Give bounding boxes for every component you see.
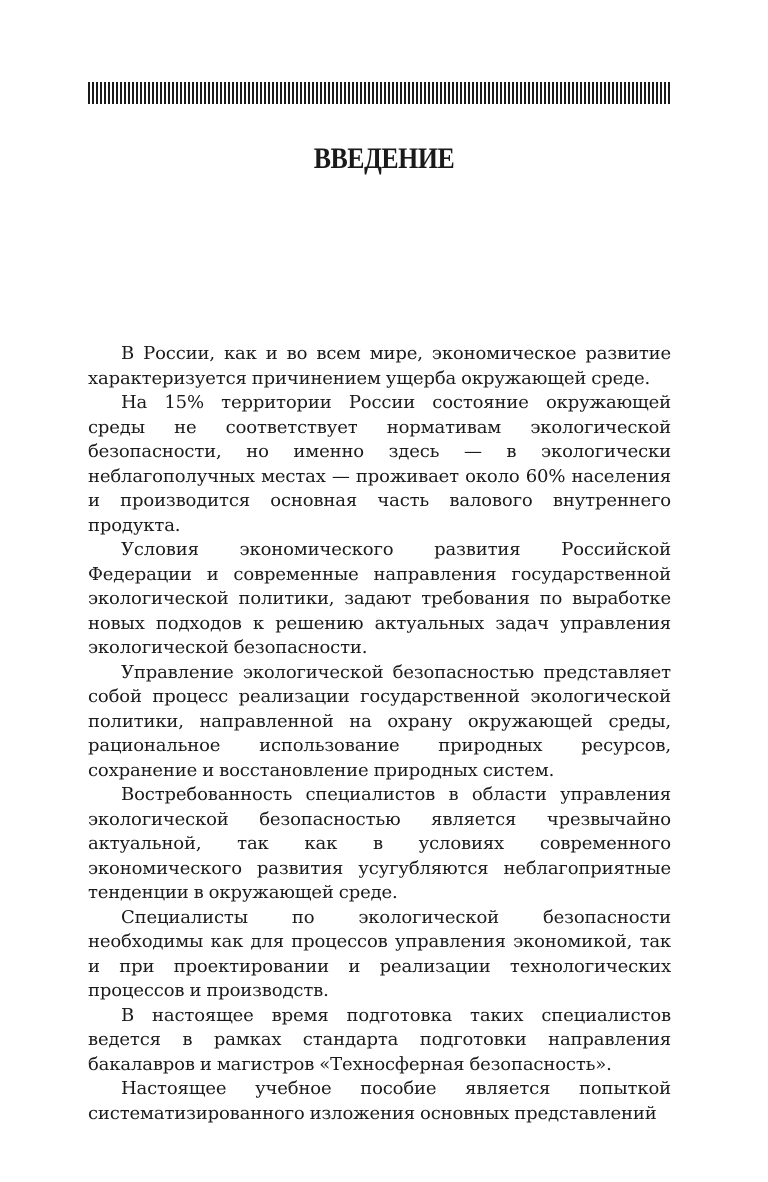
paragraph: На 15% территории России состояние окружающей среды не соответствует нормативам экологической безопасности, но именно здесь — в экологически неблагополучных местах — проживает около 60% населения и производится основная часть валового внутреннего продукта.	[88, 392, 671, 536]
paragraph: Специалисты по экологической безопасности необходимы как для процессов управления экономикой, так и при проектировании и реализации технологических процессов и производств.	[88, 906, 671, 1001]
decorative-hatched-rule	[88, 82, 671, 104]
body-text	[88, 342, 671, 1126]
chapter-title: ВВЕДЕНИЕ	[313, 142, 455, 175]
paragraph: В настоящее время подготовка таких специалистов ведется в рамках стандарта подготовки направления бакалавров и магистров «Техносферная безопасность».	[88, 1004, 671, 1075]
paragraph: В России, как и во всем мире, экономическое развитие характеризуется причинением ущерба окружающей среде.	[88, 343, 671, 389]
paragraph: Востребованность специалистов в области управления экологической безопасностью является чрезвычайно актуальной, так как в условиях современного экономического развития усугубляются неблагоприятные тенденции в окружающей среде.	[88, 784, 671, 903]
paragraph: Условия экономического развития Российской Федерации и современные направления государственной экологической политики, задают требования по выработке новых подходов к решению актуальных задач управления экологической безопасности.	[88, 539, 671, 658]
paragraph: Настоящее учебное пособие является попыткой систематизированного изложения основных представлений	[88, 1078, 671, 1124]
paragraph: Управление экологической безопасностью представляет собой процесс реализации государственной экологической политики, направленной на охрану окружающей среды, рациональное использование природных ресурсов, сохранение и восстановление природных систем.	[88, 661, 671, 781]
